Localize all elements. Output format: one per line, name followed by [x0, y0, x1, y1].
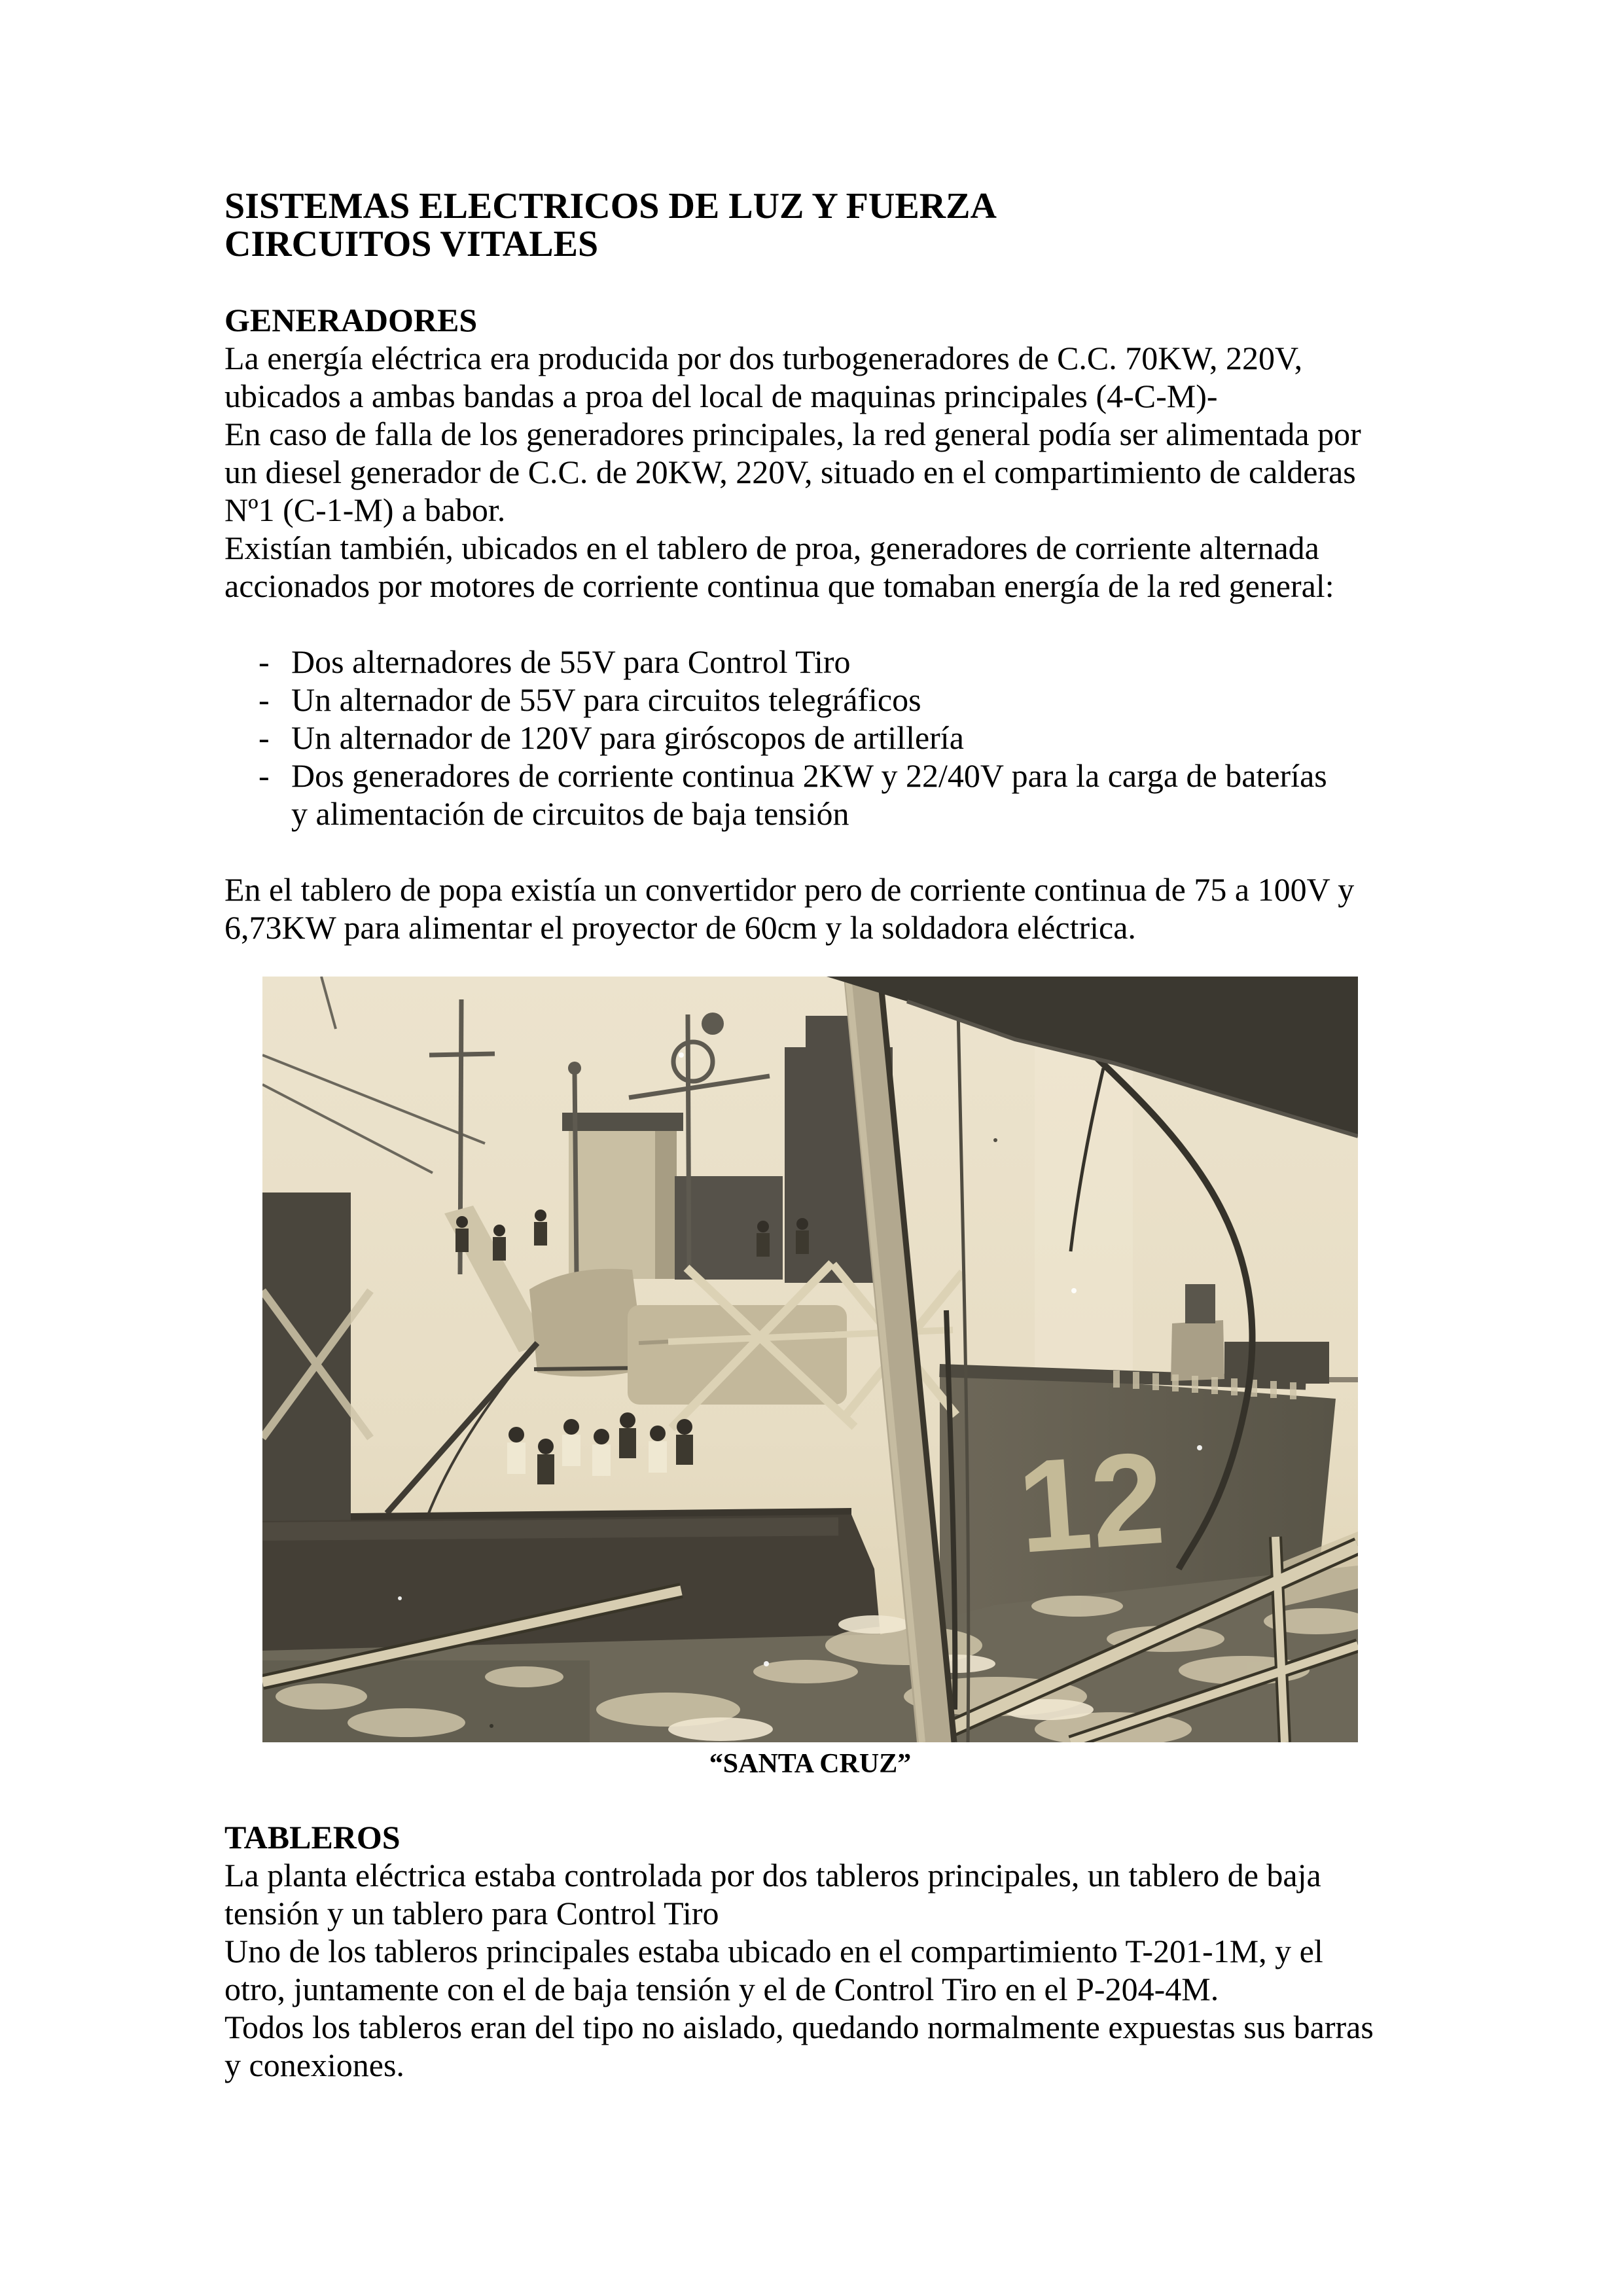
list-item — [224, 719, 1427, 757]
ship-photo — [262, 977, 1358, 1742]
generadores-paragraph-1 — [224, 339, 1427, 605]
list-item — [224, 643, 1427, 681]
section-heading-generadores: GENERADORES — [224, 302, 478, 338]
list-item-continuation — [224, 795, 1427, 833]
list-item-text: Un alternador de 55V para circuitos telegráficos — [291, 681, 921, 718]
paragraph-line: En el tablero de popa existía un convertidor pero de corriente continua de 75 a 100V y — [224, 871, 1355, 908]
paragraph-line: Nº1 (C-1-M) a babor. — [224, 492, 506, 528]
paragraph-line: Todos los tableros eran del tipo no aislado, quedando normalmente expuestas sus barras — [224, 2009, 1374, 2045]
paragraph-line: La energía eléctrica era producida por dos turbogeneradores de C.C. 70KW, 220V, — [224, 340, 1303, 376]
paragraph-line: y conexiones. — [224, 2047, 404, 2083]
list-item — [224, 681, 1427, 719]
generadores-paragraph-2 — [224, 870, 1427, 946]
paragraph-line: La planta eléctrica estaba controlada por dos tableros principales, un tablero de baja — [224, 1857, 1321, 1893]
paragraph-line: un diesel generador de C.C. de 20KW, 220V, situado en el compartimiento de calderas — [224, 454, 1356, 490]
list-item-text: Dos generadores de corriente continua 2KW y 22/40V para la carga de baterías — [291, 757, 1327, 794]
paragraph-line: En caso de falla de los generadores principales, la red general podía ser alimentada por — [224, 416, 1361, 452]
list-marker-empty — [259, 795, 291, 833]
document-title-line-1: SISTEMAS ELECTRICOS DE LUZ Y FUERZA — [224, 186, 997, 226]
hull-number: 12 — [1013, 1424, 1169, 1581]
generator-list — [224, 643, 1427, 833]
paragraph-line: Existían también, ubicados en el tablero de proa, generadores de corriente alternada — [224, 529, 1319, 566]
list-marker: - — [259, 681, 270, 718]
tableros-paragraph — [224, 1856, 1427, 2084]
list-marker: - — [259, 643, 270, 680]
paragraph-line: 6,73KW para alimentar el proyector de 60cm y la soldadora eléctrica. — [224, 909, 1136, 946]
photo-caption: “SANTA CRUZ” — [709, 1749, 912, 1779]
list-item-text: Dos alternadores de 55V para Control Tiro — [291, 643, 851, 680]
list-item-text: Un alternador de 120V para giróscopos de artillería — [291, 719, 964, 756]
paragraph-line: Uno de los tableros principales estaba ubicado en el compartimiento T-201-1M, y el — [224, 1933, 1323, 1969]
list-marker: - — [259, 719, 270, 756]
paragraph-line: tensión y un tablero para Control Tiro — [224, 1895, 719, 1931]
list-item — [224, 757, 1427, 795]
paragraph-line: ubicados a ambas bandas a proa del local de maquinas principales (4-C-M)- — [224, 378, 1218, 414]
list-item-text: y alimentación de circuitos de baja tensión — [291, 795, 849, 832]
ship-photo-illustration — [262, 977, 1358, 1742]
list-marker: - — [259, 757, 270, 794]
section-heading-tableros: TABLEROS — [224, 1819, 401, 1856]
document-title-line-2: CIRCUITOS VITALES — [224, 224, 599, 264]
paragraph-line: accionados por motores de corriente continua que tomaban energía de la red general: — [224, 567, 1334, 604]
paragraph-line: otro, juntamente con el de baja tensión y el de Control Tiro en el P-204-4M. — [224, 1971, 1219, 2007]
